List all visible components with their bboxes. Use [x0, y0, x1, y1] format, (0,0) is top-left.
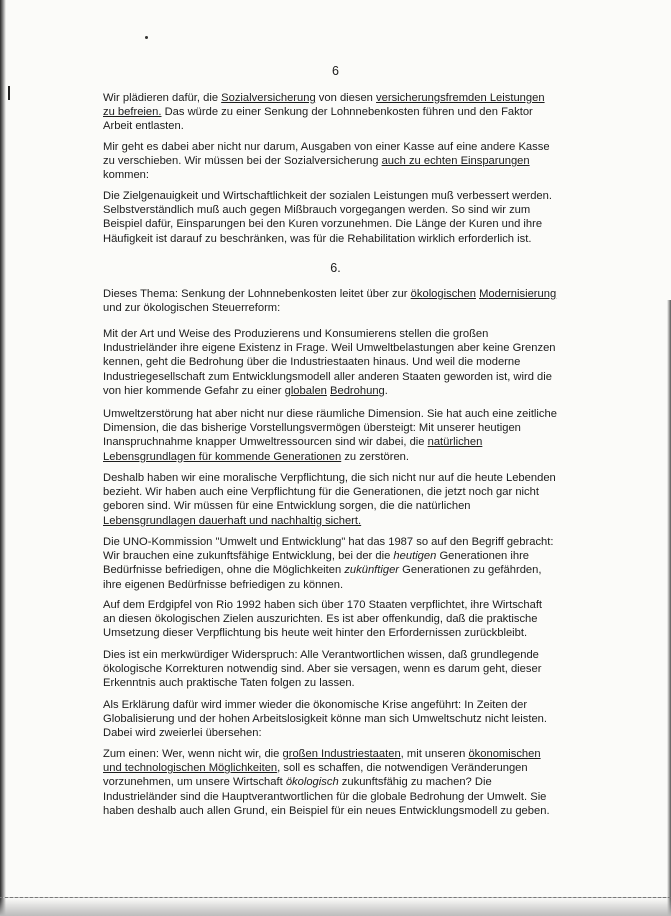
text-line — [103, 370, 565, 384]
text-line — [103, 598, 565, 612]
underlined-text: Lebensgrundlagen für kommende Generationen — [103, 450, 342, 463]
text-line — [103, 287, 565, 301]
text-segment: Inanspruchnahme knapper Umweltressourcen sind wir dabei, die — [103, 436, 428, 449]
underlined-text: ökologischen — [410, 288, 476, 300]
text-line — [103, 301, 565, 315]
paragraph — [103, 648, 565, 691]
text-segment: an diesen ökologischen Zielen auszurichten. Es ist aber offenkundig, daß die praktische — [103, 613, 538, 626]
text-segment: Industrieländer ihre eigene Existenz in Frage. Weil Umweltbelastungen aber keine Grenzen — [103, 342, 556, 355]
text-segment: Erkenntnis auch praktische Taten folgen zu lassen. — [103, 677, 355, 690]
text-segment: Wir plädieren dafür, die — [103, 92, 222, 104]
paragraph — [103, 471, 565, 528]
text-segment: Beispiel dafür, Einsparungen bei den Kuren vorzunehmen. Die Länge der Kuren und ihre — [103, 218, 543, 231]
text-segment: Das würde zu einer Senkung der Lohnnebenkosten führen und den Faktor — [161, 106, 533, 119]
paragraph — [103, 140, 565, 183]
text-line — [103, 450, 565, 464]
text-segment: zu zerstören. — [341, 450, 409, 463]
text-segment: Häufigkeit ist darauf zu beschränken, was für die Rehabilitation wirklich erforderlich ist. — [103, 232, 532, 245]
text-segment: ihre eigenen Bedürfnisse befriedigen zu können. — [103, 578, 344, 591]
text-segment: Dies ist ein merkwürdiger Widerspruch: Alle Verantwortlichen wissen, daß grundlegende — [103, 649, 539, 661]
text-segment: Arbeit entlasten. — [103, 120, 184, 133]
text-segment: Mir geht es dabei aber nicht nur darum, Ausgaben von einer Kasse auf eine andere Kasse — [103, 141, 550, 153]
italic-text: ökologisch — [285, 776, 339, 789]
text-line — [103, 563, 565, 577]
text-line — [103, 790, 565, 804]
text-line — [103, 626, 565, 640]
text-segment: zu verschieben. Wir müssen bei der Sozialversicherung — [103, 155, 382, 168]
text-line — [103, 535, 565, 549]
text-segment: bezieht. Wir haben auch eine Verpflichtung für die Generationen, die jetzt noch gar nicht — [103, 486, 539, 499]
text-segment: Deshalb haben wir eine moralische Verpflichtung, die sich nicht nur auf die heute Lebenden — [103, 472, 556, 484]
text-segment: haben deshalb auch allen Grund, ein Beispiel für ein neues Entwicklungsmodell zu geben. — [103, 804, 550, 817]
underlined-text: zu befreien. — [103, 106, 162, 119]
underlined-text: Sozialversicherung — [221, 92, 316, 104]
text-line — [103, 804, 565, 818]
text-segment: kennen, geht die Bedrohung über die Industriestaaten hinaus. Und weil die moderne — [103, 356, 521, 369]
text-line — [103, 612, 565, 626]
text-segment: Wir brauchen eine zukunftsfähige Entwicklung, bei der die — [103, 550, 394, 563]
page-number-top: 6 — [332, 64, 339, 78]
text-segment: vorzunehmen, um unsere Wirtschaft — [103, 776, 286, 789]
paragraph — [103, 698, 565, 741]
text-line — [103, 421, 565, 435]
text-segment: Generationen zu gefährden, — [399, 564, 542, 577]
text-line — [103, 189, 565, 203]
paragraph — [103, 91, 565, 134]
text-segment: von diesen — [315, 92, 377, 104]
text-line — [103, 384, 565, 398]
text-line — [103, 341, 565, 355]
text-line — [103, 435, 565, 449]
paragraph — [103, 598, 565, 641]
text-line — [103, 119, 565, 133]
text-segment: und zur ökologischen Steuerreform: — [103, 302, 281, 315]
text-line — [103, 217, 565, 231]
scan-dot — [145, 36, 148, 39]
text-line — [103, 747, 565, 761]
scan-mark — [8, 86, 10, 100]
paragraph — [103, 287, 565, 315]
text-line — [103, 499, 565, 513]
text-line — [103, 485, 565, 499]
text-segment: Zum einen: Wer, wenn nicht wir, die — [103, 748, 283, 760]
text-segment: . — [384, 384, 388, 397]
text-line — [103, 698, 565, 712]
paragraph — [103, 747, 565, 818]
text-segment: Die Zielgenauigkeit und Wirtschaftlichkeit der sozialen Leistungen muß verbessert werden. — [103, 190, 552, 202]
text-segment: Umweltzerstörung hat aber nicht nur diese räumliche Dimension. Sie hat auch eine zeitliche — [103, 408, 557, 420]
underlined-text: ökonomischen — [468, 748, 541, 760]
text-segment: Globalisierung und der hohen Arbeitslosigkeit könne man sich Umweltschutz nicht leisten. — [103, 713, 548, 726]
text-line — [103, 327, 565, 341]
underlined-text: und technologischen Möglichkeiten — [103, 762, 278, 775]
paragraph — [103, 189, 565, 246]
paragraph — [103, 535, 565, 592]
section-number: 6. — [330, 261, 341, 275]
underlined-text: globalen — [284, 384, 327, 397]
paragraph — [103, 327, 565, 398]
text-line — [103, 712, 565, 726]
text-segment: Industriegesellschaft zum Entwicklungsmodell aller anderen Staaten geworden ist, wird die — [103, 370, 552, 383]
underlined-text: großen Industriestaaten — [282, 748, 401, 760]
text-line — [103, 648, 565, 662]
text-segment: Als Erklärung dafür wird immer wieder die ökonomische Krise angeführt: In Zeiten der — [103, 699, 528, 711]
text-line — [103, 140, 565, 154]
text-line — [103, 232, 565, 246]
text-line — [103, 761, 565, 775]
text-line — [103, 662, 565, 676]
text-line — [103, 407, 565, 421]
text-segment: Umsetzung dieser Verpflichtung bis heute weit hinter den Erfordernissen zurückbleibt. — [103, 627, 528, 640]
text-segment: Generationen ihre — [436, 550, 530, 563]
text-segment: Industrieländer sind die Hauptverantwortlichen für die globale Bedrohung der Umwelt. Sie — [103, 790, 547, 803]
underlined-text: natürlichen — [427, 436, 483, 449]
text-line — [103, 549, 565, 563]
scan-edge-right — [667, 300, 671, 916]
text-line — [103, 578, 565, 592]
underlined-text: Lebensgrundlagen dauerhaft und nachhaltig sichert. — [103, 514, 362, 527]
text-line — [103, 514, 565, 528]
text-line — [103, 91, 565, 105]
text-segment: Dieses Thema: Senkung der Lohnnebenkosten leitet über zur — [103, 288, 411, 300]
paragraph — [103, 407, 565, 464]
text-segment: Dabei wird zweierlei übersehen: — [103, 727, 262, 740]
text-line — [103, 676, 565, 690]
text-segment: Bedürfnisse befriedigen, ohne die Möglichkeiten — [103, 564, 345, 577]
text-line — [103, 471, 565, 485]
underlined-text: versicherungsfremden Leistungen — [376, 92, 545, 104]
underlined-text: Modernisierung — [479, 288, 557, 300]
underlined-text: auch zu echten Einsparungen — [381, 155, 530, 168]
text-segment: , mit unseren — [400, 748, 469, 760]
text-line — [103, 203, 565, 217]
underlined-text: Bedrohung — [330, 384, 385, 397]
text-segment: Selbstverständlich muß auch gegen Mißbrauch vorgegangen werden. So sind wir zum — [103, 204, 531, 217]
text-segment: von hier kommende Gefahr zu einer — [103, 384, 285, 397]
text-line — [103, 105, 565, 119]
text-segment: kommen: — [103, 169, 150, 182]
text-segment: ökologische Korrekturen notwendig sind. Aber sie versagen, wenn es darum geht, dieser — [103, 663, 542, 676]
text-line — [103, 154, 565, 168]
scan-edge-bottom — [0, 897, 671, 916]
italic-text: zukünftiger — [344, 564, 400, 577]
italic-text: heutigen — [393, 550, 437, 563]
text-line — [103, 168, 565, 182]
text-line — [103, 775, 565, 789]
text-segment: zukunftsfähig zu machen? Die — [338, 776, 492, 789]
text-segment: Auf dem Erdgipfel von Rio 1992 haben sich über 170 Staaten verpflichtet, ihre Wirtschaft — [103, 599, 543, 611]
scan-edge-left — [0, 0, 6, 916]
text-line — [103, 355, 565, 369]
text-segment: Mit der Art und Weise des Produzierens und Konsumierens stellen die großen — [103, 328, 489, 340]
text-segment: Die UNO-Kommission "Umwelt und Entwicklung" hat das 1987 so auf den Begriff gebracht: — [103, 536, 554, 548]
text-segment: Dimension, die das bisherige Vorstellungsvermögen übersteigt: Mit unserer heutigen — [103, 422, 521, 435]
text-segment: geboren sind. Wir müssen für eine Entwicklung sorgen, die die natürlichen — [103, 500, 471, 513]
text-line — [103, 726, 565, 740]
text-segment: , soll es schaffen, die notwendigen Veränderungen — [277, 762, 528, 775]
